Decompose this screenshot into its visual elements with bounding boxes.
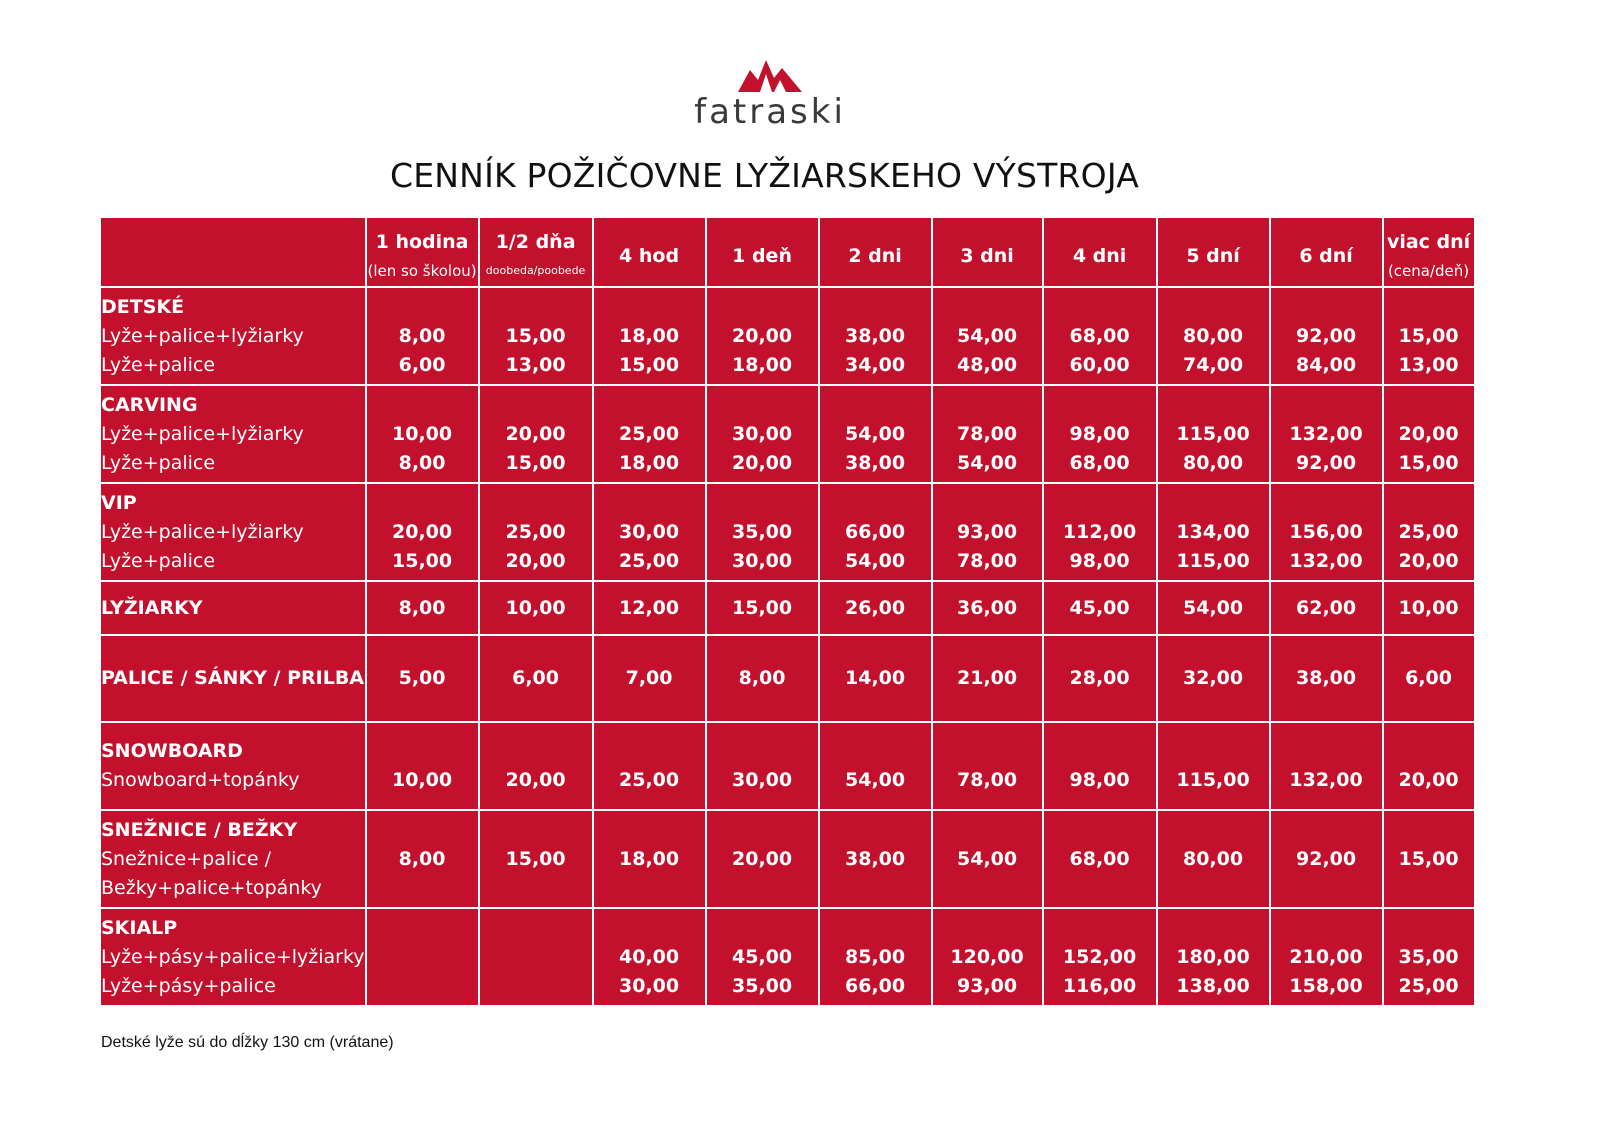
price-cell [593, 385, 706, 483]
price-value: 35,00 [732, 974, 793, 997]
price-value: 34,00 [845, 353, 906, 376]
price-value: 156,00 [1289, 520, 1363, 543]
price-value: 30,00 [732, 769, 793, 791]
table-header [100, 217, 1475, 287]
price-cell [479, 635, 593, 722]
price-value: 38,00 [1296, 667, 1357, 689]
table-row [100, 810, 1475, 908]
price-cell [1383, 908, 1475, 1006]
price-cell [819, 908, 932, 1006]
price-value: 68,00 [1069, 847, 1130, 870]
item-name: Lyže+palice [101, 451, 216, 474]
price-table [99, 216, 1476, 1007]
column-header [932, 217, 1043, 287]
price-value: 66,00 [845, 520, 906, 543]
price-value: 13,00 [505, 353, 566, 376]
price-cell [932, 908, 1043, 1006]
price-value: 134,00 [1176, 520, 1250, 543]
price-value: 35,00 [732, 520, 793, 543]
price-value: 32,00 [1183, 667, 1244, 689]
price-cell [819, 483, 932, 581]
price-value: 54,00 [845, 422, 906, 445]
item-name: Snežnice+palice / [101, 847, 271, 870]
price-cell [479, 287, 593, 385]
price-value: 85,00 [845, 945, 906, 968]
price-value: 15,00 [1398, 324, 1459, 347]
price-cell [479, 810, 593, 908]
price-cell [819, 722, 932, 810]
price-value: 93,00 [957, 520, 1018, 543]
price-cell [1043, 722, 1157, 810]
price-value: 8,00 [398, 324, 446, 347]
price-value: 6,00 [398, 353, 446, 376]
category-name: SNOWBOARD [101, 740, 243, 762]
price-value: 152,00 [1062, 945, 1137, 968]
row-label [100, 581, 366, 635]
price-cell [1270, 581, 1383, 635]
row-label [100, 722, 366, 810]
price-value: 18,00 [619, 847, 680, 870]
price-cell [1043, 635, 1157, 722]
row-label [100, 635, 366, 722]
price-cell [1043, 287, 1157, 385]
price-cell [1157, 722, 1270, 810]
price-value: 115,00 [1176, 549, 1250, 572]
price-cell [593, 483, 706, 581]
price-value: 20,00 [1398, 549, 1459, 572]
price-cell [932, 635, 1043, 722]
price-value: 54,00 [845, 769, 906, 791]
price-value: 138,00 [1176, 974, 1250, 997]
price-value: 18,00 [619, 451, 680, 474]
price-value [480, 943, 592, 972]
price-cell [1157, 287, 1270, 385]
table-row [100, 722, 1475, 810]
price-cell [1043, 483, 1157, 581]
price-value: 93,00 [957, 974, 1018, 997]
item-name: Snowboard+topánky [101, 769, 300, 791]
column-header [593, 217, 706, 287]
column-label: 5 dní [1186, 245, 1240, 267]
brand-logo [690, 58, 850, 132]
price-value: 80,00 [1183, 451, 1244, 474]
price-value: 20,00 [1398, 422, 1459, 445]
price-cell [366, 635, 479, 722]
price-value: 54,00 [1183, 596, 1244, 619]
table-row [100, 908, 1475, 1006]
column-header [1043, 217, 1157, 287]
price-cell [1043, 810, 1157, 908]
price-value: 74,00 [1183, 353, 1244, 376]
footnote: Detské lyže sú do dĺžky 130 cm (vrátane) [101, 1034, 394, 1051]
price-value: 20,00 [1398, 769, 1459, 791]
price-value: 78,00 [957, 549, 1018, 572]
column-label: 4 dni [1072, 245, 1127, 267]
price-cell [706, 810, 819, 908]
table-row [100, 581, 1475, 635]
price-value: 18,00 [732, 353, 793, 376]
column-sublabel: (cena/deň) [1387, 262, 1470, 280]
price-value: 132,00 [1289, 422, 1363, 445]
price-value: 120,00 [950, 945, 1024, 968]
column-header [706, 217, 819, 287]
item-name: Bežky+palice+topánky [101, 876, 322, 899]
price-value: 92,00 [1296, 847, 1357, 870]
price-value: 5,00 [398, 667, 446, 689]
price-value: 115,00 [1176, 422, 1250, 445]
price-cell [1383, 581, 1475, 635]
price-cell [479, 908, 593, 1006]
price-value: 25,00 [619, 769, 680, 791]
price-value: 112,00 [1062, 520, 1137, 543]
category-name: LYŽIARKY [101, 596, 203, 619]
price-cell [1043, 908, 1157, 1006]
price-cell [366, 287, 479, 385]
price-value: 15,00 [392, 549, 453, 572]
price-cell [366, 581, 479, 635]
category-name: CARVING [101, 393, 198, 416]
price-cell [593, 722, 706, 810]
price-cell [1157, 635, 1270, 722]
price-cell [366, 483, 479, 581]
price-cell [593, 581, 706, 635]
price-cell [1270, 722, 1383, 810]
price-cell [1383, 810, 1475, 908]
price-cell [1383, 635, 1475, 722]
price-cell [593, 810, 706, 908]
price-value: 38,00 [845, 847, 906, 870]
price-value: 158,00 [1289, 974, 1363, 997]
column-label: 1 deň [732, 245, 792, 267]
price-value: 10,00 [505, 596, 566, 619]
price-cell [1043, 581, 1157, 635]
item-name: Lyže+pásy+palice [101, 974, 276, 997]
price-cell [1270, 810, 1383, 908]
column-label: 1 hodina [375, 231, 469, 253]
column-label: 3 dni [960, 245, 1014, 267]
price-cell [706, 722, 819, 810]
item-name: Lyže+pásy+palice+lyžiarky [101, 945, 365, 968]
price-value: 54,00 [845, 549, 906, 572]
price-value: 98,00 [1069, 549, 1130, 572]
price-cell [819, 581, 932, 635]
price-cell [1270, 635, 1383, 722]
row-label [100, 287, 366, 385]
price-value: 15,00 [505, 847, 566, 870]
price-cell [706, 385, 819, 483]
price-value: 10,00 [392, 769, 453, 791]
price-value: 84,00 [1296, 353, 1357, 376]
price-value: 18,00 [619, 324, 680, 347]
price-value: 98,00 [1069, 422, 1130, 445]
row-label [100, 810, 366, 908]
price-cell [1157, 908, 1270, 1006]
price-value: 15,00 [505, 324, 566, 347]
price-value: 66,00 [845, 974, 906, 997]
price-value: 26,00 [845, 596, 906, 619]
price-cell [932, 581, 1043, 635]
price-value: 25,00 [1398, 520, 1459, 543]
price-value: 115,00 [1176, 769, 1250, 791]
price-cell [479, 722, 593, 810]
price-cell [366, 908, 479, 1006]
price-cell [1383, 483, 1475, 581]
price-cell [819, 385, 932, 483]
header-corner [100, 217, 366, 287]
price-value: 38,00 [845, 324, 906, 347]
item-name: Lyže+palice+lyžiarky [101, 422, 304, 445]
item-name: Lyže+palice+lyžiarky [101, 324, 304, 347]
column-label: 1/2 dňa [495, 231, 576, 253]
price-cell [479, 483, 593, 581]
price-value: 8,00 [398, 451, 446, 474]
mountain-peaks-icon [738, 58, 802, 92]
price-value: 21,00 [957, 667, 1018, 689]
price-cell [593, 287, 706, 385]
price-value: 8,00 [398, 847, 446, 870]
price-value: 68,00 [1069, 324, 1130, 347]
column-label: 2 dni [848, 245, 902, 267]
price-cell [706, 287, 819, 385]
price-value: 20,00 [505, 422, 566, 445]
column-header [819, 217, 932, 287]
price-value: 45,00 [732, 945, 793, 968]
table-row [100, 635, 1475, 722]
price-cell [366, 385, 479, 483]
price-value: 20,00 [392, 520, 453, 543]
column-sublabel: (len so školou) [367, 262, 477, 280]
price-value: 98,00 [1069, 769, 1130, 791]
price-value: 14,00 [845, 667, 906, 689]
column-header [366, 217, 479, 287]
price-value: 30,00 [619, 974, 680, 997]
price-value: 30,00 [732, 549, 793, 572]
price-value: 60,00 [1069, 353, 1130, 376]
price-cell [1383, 722, 1475, 810]
price-value: 132,00 [1289, 549, 1363, 572]
price-value: 48,00 [957, 353, 1018, 376]
price-value [367, 972, 478, 1001]
price-cell [1270, 908, 1383, 1006]
price-value: 38,00 [845, 451, 906, 474]
price-value: 20,00 [732, 324, 793, 347]
category-name: DETSKÉ [101, 295, 185, 318]
price-value: 15,00 [505, 451, 566, 474]
price-cell [1270, 483, 1383, 581]
column-label: 4 hod [619, 245, 680, 267]
price-cell [479, 581, 593, 635]
category-name: SKIALP [101, 916, 178, 939]
row-label [100, 908, 366, 1006]
price-value: 132,00 [1289, 769, 1363, 791]
price-value: 8,00 [738, 667, 786, 689]
price-value: 68,00 [1069, 451, 1130, 474]
price-value: 20,00 [505, 769, 566, 791]
price-cell [706, 908, 819, 1006]
table-row [100, 385, 1475, 483]
price-cell [1383, 385, 1475, 483]
item-name: Lyže+palice [101, 549, 216, 572]
price-value: 30,00 [732, 422, 793, 445]
price-cell [366, 722, 479, 810]
price-value: 54,00 [957, 451, 1018, 474]
price-value: 80,00 [1183, 324, 1244, 347]
table-row [100, 483, 1475, 581]
price-value: 30,00 [619, 520, 680, 543]
price-value: 92,00 [1296, 451, 1357, 474]
price-value: 10,00 [1398, 596, 1459, 619]
price-cell [593, 635, 706, 722]
column-header [1270, 217, 1383, 287]
price-value: 210,00 [1289, 945, 1363, 968]
price-value: 116,00 [1062, 974, 1137, 997]
column-label: viac dní [1386, 231, 1471, 253]
price-value: 10,00 [392, 422, 453, 445]
column-header [479, 217, 593, 287]
price-value: 6,00 [1405, 667, 1452, 689]
price-value: 8,00 [398, 596, 446, 619]
price-cell [1270, 385, 1383, 483]
brand-name: fatraski [694, 92, 846, 132]
price-cell [819, 810, 932, 908]
price-cell [932, 810, 1043, 908]
price-value: 28,00 [1069, 667, 1130, 689]
column-header [1157, 217, 1270, 287]
price-cell [706, 635, 819, 722]
item-name: Lyže+palice+lyžiarky [101, 520, 304, 543]
price-value: 35,00 [1398, 945, 1459, 968]
price-value [367, 943, 478, 972]
price-cell [706, 581, 819, 635]
price-cell [1270, 287, 1383, 385]
price-cell [932, 483, 1043, 581]
price-value: 25,00 [1398, 974, 1459, 997]
price-value: 80,00 [1183, 847, 1244, 870]
row-label [100, 385, 366, 483]
category-name: SNEŽNICE / BEŽKY [101, 818, 298, 841]
price-cell [479, 385, 593, 483]
price-value: 13,00 [1398, 353, 1459, 376]
price-value: 7,00 [625, 667, 673, 689]
price-cell [706, 483, 819, 581]
price-value: 62,00 [1296, 596, 1357, 619]
page-title: CENNÍK POŽIČOVNE LYŽIARSKEHO VÝSTROJA [390, 156, 1139, 195]
price-cell [932, 385, 1043, 483]
price-cell [1043, 385, 1157, 483]
table-row [100, 287, 1475, 385]
price-value: 36,00 [957, 596, 1018, 619]
price-value: 15,00 [1398, 847, 1459, 870]
price-value: 40,00 [619, 945, 680, 968]
price-value: 20,00 [732, 451, 793, 474]
price-value: 15,00 [1398, 451, 1459, 474]
price-value: 180,00 [1176, 945, 1250, 968]
price-cell [1157, 581, 1270, 635]
price-value: 45,00 [1069, 596, 1130, 619]
column-header [1383, 217, 1475, 287]
price-value: 78,00 [957, 769, 1018, 791]
price-value: 78,00 [957, 422, 1018, 445]
price-cell [932, 287, 1043, 385]
category-name: VIP [101, 491, 137, 514]
price-cell [593, 908, 706, 1006]
price-value: 25,00 [619, 549, 680, 572]
price-cell [1157, 810, 1270, 908]
price-value: 54,00 [957, 324, 1018, 347]
price-value: 6,00 [512, 667, 559, 689]
price-value: 25,00 [505, 520, 566, 543]
price-cell [366, 810, 479, 908]
price-cell [1157, 483, 1270, 581]
price-cell [1383, 287, 1475, 385]
price-value: 20,00 [505, 549, 566, 572]
table-body [100, 287, 1475, 1006]
price-value: 15,00 [619, 353, 680, 376]
category-name: PALICE / SÁNKY / PRILBA [101, 667, 365, 689]
price-value: 20,00 [732, 847, 793, 870]
price-value: 54,00 [957, 847, 1018, 870]
price-cell [932, 722, 1043, 810]
column-label: 6 dní [1299, 245, 1353, 267]
price-cell [819, 635, 932, 722]
row-label [100, 483, 366, 581]
price-value: 92,00 [1296, 324, 1357, 347]
price-value [480, 972, 592, 1001]
column-sublabel: doobeda/poobede [485, 264, 586, 277]
price-cell [1157, 385, 1270, 483]
price-cell [819, 287, 932, 385]
price-value: 12,00 [619, 596, 680, 619]
item-name: Lyže+palice [101, 353, 216, 376]
price-value: 25,00 [619, 422, 680, 445]
price-value: 15,00 [732, 596, 793, 619]
